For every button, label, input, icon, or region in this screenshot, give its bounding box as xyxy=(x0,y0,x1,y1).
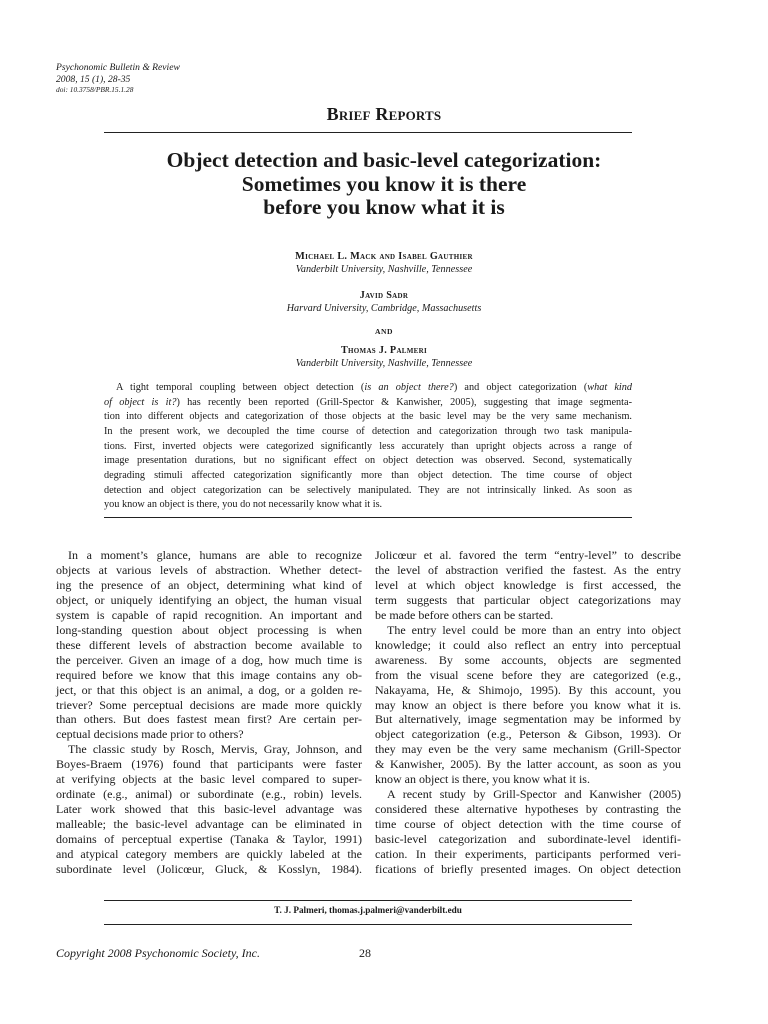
correspondence-note: T. J. Palmeri, thomas.j.palmeri@vanderbilt.edu xyxy=(274,905,462,915)
body-line: system is capable of rapid recognition. An important and xyxy=(56,607,362,622)
title-line: Object detection and basic-level categorization: xyxy=(166,148,602,172)
body-line: ject, or that this object is an animal, a dog, or a golden re- xyxy=(56,682,362,697)
section-rule xyxy=(104,132,632,133)
body-line: considered these alternative hypotheses by contrasting the xyxy=(375,802,681,817)
author-names: Thomas J. Palmeri xyxy=(340,345,428,356)
page-number: 28 xyxy=(359,946,371,960)
body-line: these different levels of abstraction become available to xyxy=(56,637,362,652)
body-line: required before we know that this image contains any ob- xyxy=(56,667,362,682)
abstract-line: In the present work, we decoupled the time course of detection and categorization through two task manipula- xyxy=(104,425,632,437)
abstract xyxy=(104,381,632,513)
journal-name: Psychonomic Bulletin & Review xyxy=(56,62,180,73)
body-line: the perceiver. Given an image of a dog, how much time is xyxy=(56,652,362,667)
author-names: Javid Sadr xyxy=(359,290,409,301)
abstract-line: you know an object is there, you do not necessarily know what it is. xyxy=(104,499,383,511)
body-column-left xyxy=(56,548,362,877)
body-line: from the visual scene before they are categorized (e.g., xyxy=(375,667,681,682)
body-line: knowledge; it could also reflect an entry into perceptual xyxy=(375,637,681,652)
body-line: long-standing question about object processing is when xyxy=(56,622,362,637)
body-line: objects at various levels of abstraction. Whether detect- xyxy=(56,562,362,577)
body-line: ing the presence of an object, determining what kind of xyxy=(56,577,362,592)
footnote-rule xyxy=(104,924,632,925)
body-line: triever? Some perceptual decisions are made more quickly xyxy=(56,697,362,712)
abstract-line: tion into different objects and categorization of those objects at the basic level may be the very same mechanism. xyxy=(104,411,632,423)
body-line: But alternatively, image segmentation may be informed by xyxy=(375,712,681,727)
body-line: awareness. By some accounts, objects are segmented xyxy=(375,652,681,667)
body-line: the level of abstraction verified the fastest. As the entry xyxy=(375,562,681,577)
journal-doi: doi: 10.3758/PBR.15.1.28 xyxy=(56,85,134,94)
body-line: than others. But does fastest mean first? Are certain per- xyxy=(56,712,362,727)
body-line: time course of object detection with the time course of xyxy=(375,817,681,832)
body-line: subordinate level (Jolicœur, Gluck, & Kosslyn, 1984). xyxy=(56,862,362,877)
body-line: object, or uniquely identifying an object, the human visual xyxy=(56,592,362,607)
journal-issue: 2008, 15 (1), 28-35 xyxy=(56,73,131,85)
author-names: Michael L. Mack and Isabel Gauthier xyxy=(295,251,473,262)
body-column-right xyxy=(375,548,681,877)
abstract-line: tions. First, inverted objects were categorized significantly less accurately than upright objects across a range of xyxy=(104,440,632,452)
abstract-line: A tight temporal coupling between object detection (is an object there?) and object categorization (what kind xyxy=(116,382,633,393)
footnote-rule xyxy=(104,900,632,901)
abstract-line: detection and object categorization can be selectively manipulated. They are not intrinsically linked. As soon as xyxy=(104,484,632,496)
body-line: basic-level categorization and subordinate-level identifi- xyxy=(375,832,681,847)
author-affiliation: Vanderbilt University, Nashville, Tennessee xyxy=(295,358,473,369)
body-line: malleable; the basic-level advantage can be eliminated in xyxy=(56,817,362,832)
body-line: at verifying objects at the basic level compared to super- xyxy=(56,772,362,787)
abstract-line: degrading stimuli affected categorization significantly more than object detection. The time course of object xyxy=(104,469,632,481)
abstract-rule xyxy=(104,517,632,518)
body-line: they may even be the very same mechanism (Grill-Spector xyxy=(375,742,681,757)
body-line: Jolicœur et al. favored the term “entry-level” to describe xyxy=(375,548,681,562)
body-line: be made before others can be started. xyxy=(375,607,554,622)
body-line: may know an object is there before you know what it is. xyxy=(375,697,681,712)
body-line: fications of briefly presented images. On object detection xyxy=(375,862,681,877)
body-line: The entry level could be more than an entry into object xyxy=(387,622,681,637)
body-line: A recent study by Grill-Spector and Kanwisher (2005) xyxy=(387,787,681,802)
body-line: object categorization (e.g., Peterson & Gibson, 1993). Or xyxy=(375,727,681,742)
body-line: and atypical category members are quickly labeled at the xyxy=(56,847,362,862)
author-affiliation: Harvard University, Cambridge, Massachusetts xyxy=(286,303,482,314)
section-heading: Brief Reports xyxy=(326,104,442,124)
author-affiliation: Vanderbilt University, Nashville, Tennessee xyxy=(295,264,473,275)
body-line: Nakayama, He, & Shimojo, 1995). By this account, you xyxy=(375,682,681,697)
body-line: level at which object knowledge is first accessed, the xyxy=(375,577,681,592)
journal-header xyxy=(56,62,180,95)
copyright-notice: Copyright 2008 Psychonomic Society, Inc. xyxy=(56,946,260,960)
body-line: The classic study by Rosch, Mervis, Gray, Johnson, and xyxy=(68,742,362,757)
abstract-line: of object is it?) has recently been reported (Grill-Spector & Kanwisher, 2005), suggesting that image segmenta- xyxy=(104,396,632,408)
body-line: ceptual decisions made prior to others? xyxy=(56,727,244,742)
body-line: term suggests that particular object categorizations may xyxy=(375,592,681,607)
body-line: know an object is there, you know what it is. xyxy=(375,772,590,787)
body-line: cation. In their experiments, participants performed veri- xyxy=(375,847,681,862)
abstract-line: image presentation durations, but no significant effect on object detection was observed. Second, systematically xyxy=(104,455,632,467)
body-line: domains of perceptual expertise (Tanaka & Taylor, 1991) xyxy=(56,832,362,847)
body-line: ordinate (e.g., animal) or subordinate (e.g., robin) levels. xyxy=(56,787,362,802)
body-line: In a moment’s glance, humans are able to recognize xyxy=(68,548,362,562)
title-line: Sometimes you know it is there xyxy=(241,171,527,196)
title-line: before you know what it is xyxy=(263,195,505,219)
body-line: Later work showed that this basic-level advantage was xyxy=(56,802,362,817)
author-separator: AND xyxy=(375,327,393,336)
paper-title xyxy=(100,149,668,220)
body-line: Boyes-Braem (1976) found that participants were faster xyxy=(56,757,362,772)
body-line: & Kanwisher, 2005). By the latter account, as soon as you xyxy=(375,757,681,772)
